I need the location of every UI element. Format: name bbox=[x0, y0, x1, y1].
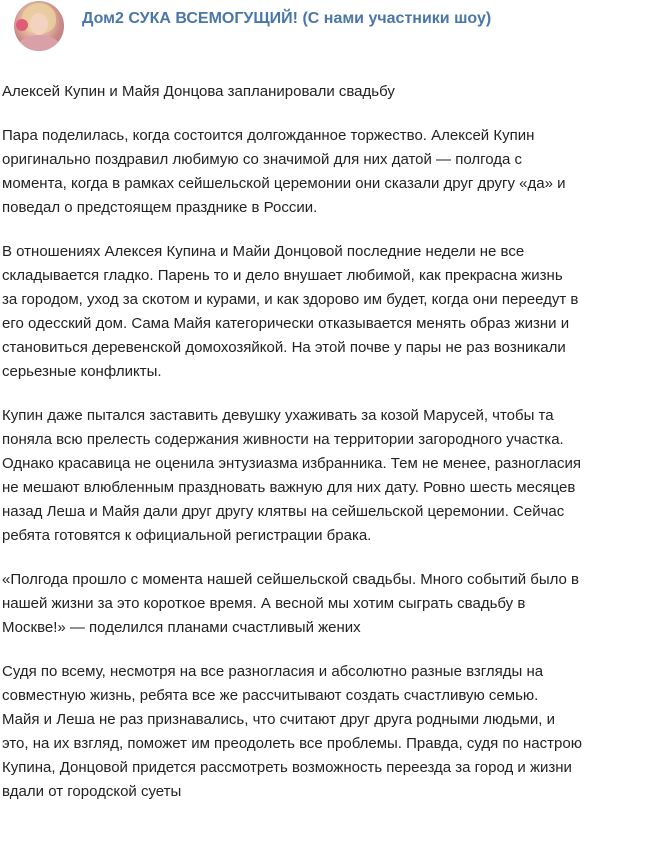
post-paragraph: В отношениях Алексея Купина и Майи Донцовой последние недели не все складывается гладко. Парень то и дело внушает любимой, как прекрасна жизнь за городом, уход за скотом и курами, и как здорово им будет, когда они переедут в его одесский дом. Сама Майя категорически отказывается менять образ жизни и становиться деревенской домохозяйкой. На этой почве у пары не раз возникали серьезные конфликты. bbox=[2, 243, 579, 380]
post-paragraph: Судя по всему, несмотря на все разногласия и абсолютно разные взгляды на совместную жизнь, ребята все же рассчитывают создать счастливую семью. Майя и Леша не раз признавались, что считают друг друга родными людьми, и это, на их взгляд, поможет им преодолеть все проблемы. Правда, судя по настрою Купина, Донцовой придется рассмотреть возможность переезда за город и жизни вдали от городской суеты bbox=[2, 663, 582, 800]
avatar-shoulder-shape bbox=[18, 35, 60, 51]
post-headline: Алексей Купин и Майя Донцова запланировали свадьбу bbox=[2, 83, 395, 100]
channel-avatar[interactable] bbox=[14, 1, 64, 51]
post-paragraph: Пара поделилась, когда состоится долгожданное торжество. Алексей Купин оригинально поздравил любимую со значимой для них датой — полгода с момента, когда в рамках сейшельской церемонии они сказали друг другу «да» и поведал о предстоящем празднике в России. bbox=[2, 127, 566, 216]
post-body bbox=[2, 80, 666, 824]
avatar-flower-shape bbox=[16, 19, 28, 31]
avatar-face-shape bbox=[30, 13, 48, 35]
post-paragraph: Купин даже пытался заставить девушку ухаживать за козой Марусей, чтобы та поняла всю прелесть содержания живности на территории загородного участка. Однако красавица не оценила энтузиазма избранника. Тем не менее, разногласия не мешают влюбленным праздновать важную для них дату. Ровно шесть месяцев назад Леша и Майя дали друг другу клятвы на сейшельской церемонии. Сейчас ребята готовятся к официальной регистрации брака. bbox=[2, 407, 581, 544]
channel-name-link[interactable]: Дом2 СУКА ВСЕМОГУЩИЙ! (С нами участники шоу) bbox=[82, 10, 492, 27]
post-quote: «Полгода прошло с момента нашей сейшельской свадьбы. Много событий было в нашей жизни за это короткое время. А весной мы хотим сыграть свадьбу в Москве!» — поделился планами счастливый жених bbox=[2, 571, 580, 636]
post-header bbox=[0, 0, 670, 50]
